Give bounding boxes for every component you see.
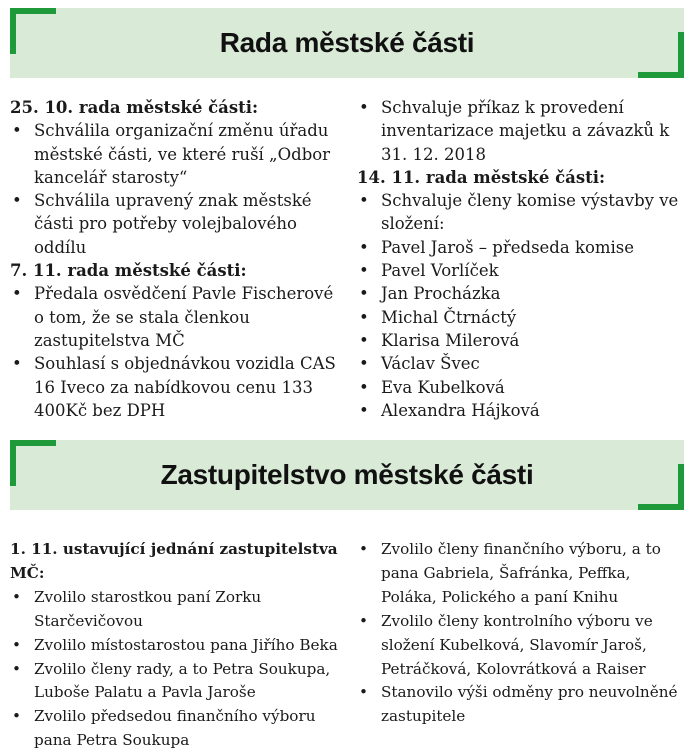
meeting-heading: 7. 11. rada městské části: bbox=[10, 261, 247, 281]
resolution-list bbox=[10, 119, 345, 259]
list-item: • Schvaluje příkaz k provedení inventarizace majetku a závazků k 31. 12. 2018 bbox=[357, 96, 687, 166]
rada-right-column bbox=[357, 96, 687, 422]
list-item: • Pavel Jaroš – předseda komise bbox=[357, 236, 687, 259]
list-item: • Zvolilo starostkou paní Zorku Starčevičovou bbox=[10, 586, 345, 634]
list-item: • Schválila upravený znak městské části pro potřeby volejbalového oddílu bbox=[10, 189, 345, 259]
resolution-list bbox=[357, 96, 687, 166]
section-title: Zastupitelstvo městské části bbox=[160, 459, 534, 490]
meeting-heading: 1. 11. ustavující jednání zastupitelstva MČ: bbox=[10, 540, 338, 582]
list-item: • Jan Procházka bbox=[357, 282, 687, 305]
rada-left-column bbox=[10, 96, 345, 422]
list-item: • Schválila organizační změnu úřadu městské části, ve které ruší „Odbor kancelář starosty“ bbox=[10, 119, 345, 189]
list-item: • Václav Švec bbox=[357, 352, 687, 375]
zastupitelstvo-right-column bbox=[357, 538, 687, 729]
list-item: • Klarisa Milerová bbox=[357, 329, 687, 352]
resolution-list bbox=[10, 586, 345, 753]
meeting-heading: 14. 11. rada městské části: bbox=[357, 167, 606, 187]
resolution-list bbox=[10, 282, 345, 422]
meeting-heading: 25. 10. rada městské části: bbox=[10, 98, 259, 117]
list-item: • Alexandra Hájková bbox=[357, 399, 687, 422]
resolution-list bbox=[357, 189, 687, 422]
list-item: • Stanovilo výši odměny pro neuvolněné zastupitele bbox=[357, 681, 687, 729]
zastupitelstvo-left-column bbox=[10, 538, 345, 753]
list-item: • Eva Kubelková bbox=[357, 376, 687, 399]
list-item: • Zvolilo členy finančního výboru, a to pana Gabriela, Šafránka, Peffka, Poláka, Polického a paní Knihu bbox=[357, 538, 687, 610]
list-item: • Schvaluje členy komise výstavby ve složení: bbox=[357, 189, 687, 236]
list-item: • Předala osvědčení Pavle Fischerové o tom, že se stala členkou zastupitelstva MČ bbox=[10, 282, 345, 352]
list-item: • Zvolilo místostarostou pana Jiřího Beka bbox=[10, 634, 345, 658]
list-item: • Zvolilo předsedou finančního výboru pana Petra Soukupa bbox=[10, 705, 345, 753]
list-item: • Zvolilo členy rady, a to Petra Soukupa, Luboše Palatu a Pavla Jaroše bbox=[10, 658, 345, 706]
list-item: • Souhlasí s objednávkou vozidla CAS 16 Iveco za nabídkovou cenu 133 400Kč bez DPH bbox=[10, 352, 345, 422]
list-item: • Michal Čtrnáctý bbox=[357, 306, 687, 329]
zastupitelstvo-header bbox=[10, 440, 684, 510]
rada-header bbox=[10, 8, 684, 78]
list-item: • Zvolilo členy kontrolního výboru ve složení Kubelková, Slavomír Jaroš, Petráčková, Kolovrátková a Raiser bbox=[357, 610, 687, 682]
section-title: Rada městské části bbox=[219, 27, 475, 58]
resolution-list bbox=[357, 538, 687, 729]
list-item: • Pavel Vorlíček bbox=[357, 259, 687, 282]
